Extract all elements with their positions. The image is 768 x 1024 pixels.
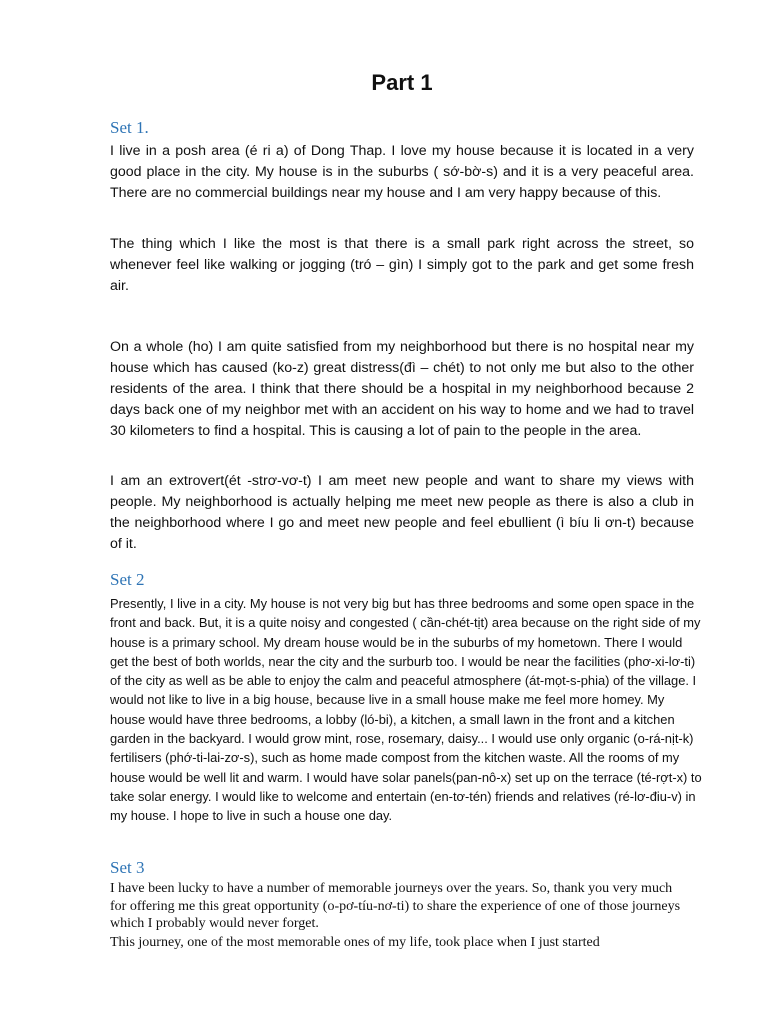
set2-heading: Set 2 [110,570,145,589]
set1-paragraph-1: I live in a posh area (é ri a) of Dong Thap. I love my house because it is located in a very good place in the city. My house is in the suburbs ( sớ-bờ-s) and it is a very peaceful area. There are no commercial buildings near my house and I am very happy because of this. [110,143,694,201]
set1-paragraph-4: I am an extrovert(ét -strơ-vơ-t) I am meet new people and want to share my views with people. My neighborhood is actually helping me meet new people as there is also a club in the neighborhood where I go and meet new people and feel ebullient (ì bíu li ơn-t) because of it. [110,473,694,552]
set3-paragraph-2: This journey, one of the most memorable ones of my life, took place when I just started [110,935,600,950]
set1-paragraph-2: The thing which I like the most is that there is a small park right across the street, so whenever feel like walking or jogging (tró – gìn) I simply got to the park and get some fresh air. [110,236,694,294]
set2-paragraph: Presently, I live in a city. My house is not very big but has three bedrooms and some open space in the front and back. But, it is a quite noisy and congested ( cần-chét-tịt) area because on the right side of my house is a primary school. My dream house would be in the suburbs of my hometown. There I would get the best of both worlds, near the city and the surburb too. I would be near the facilities (phơ-xi-lơ-ti) of the city as well as be able to enjoy the calm and peaceful atmosphere (át-mọt-s-phia) of the village. I would not like to live in a big house, because live in a small house make me feel more homey. My house would have three bedrooms, a lobby (ló-bi), a kitchen, a small lawn in the front and a kitchen garden in the backyard. I would grow mint, rose, rosemary, daisy... I would use only organic (o-rá-nịt-k) fertilisers (phớ-ti-lai-zơ-s), such as home made compost from the kitchen waste. All the rooms of my house would be well lit and warm. I would have solar panels(pan-nô-x) set up on the terrace (té-rợt-x) to take solar energy. I would like to welcome and entertain (en-tơ-tén) friends and relatives (ré-lơ-điu-v) in my house. I hope to live in such a house one day. [110,596,702,824]
set3-paragraph-1: I have been lucky to have a number of memorable journeys over the years. So, thank you very much for offering me this great opportunity (o-pơ-tíu-nơ-ti) to share the experience of one of those journeys which I probably would never forget. [110,881,681,932]
set1-heading: Set 1. [110,118,149,137]
set3-heading: Set 3 [110,858,145,877]
set1-paragraph-3: On a whole (ho) I am quite satisfied from my neighborhood but there is no hospital near my house which has caused (ko-z) great distress(đì – chét) to not only me but also to the other residents of the area. I think that there should be a hospital in my neighborhood because 2 days back one of my neighbor met with an accident on his way to home and we had to travel 30 kilometers to find a hospital. This is causing a lot of pain to the people in the area. [110,339,694,439]
page-title: Part 1 [371,70,433,95]
